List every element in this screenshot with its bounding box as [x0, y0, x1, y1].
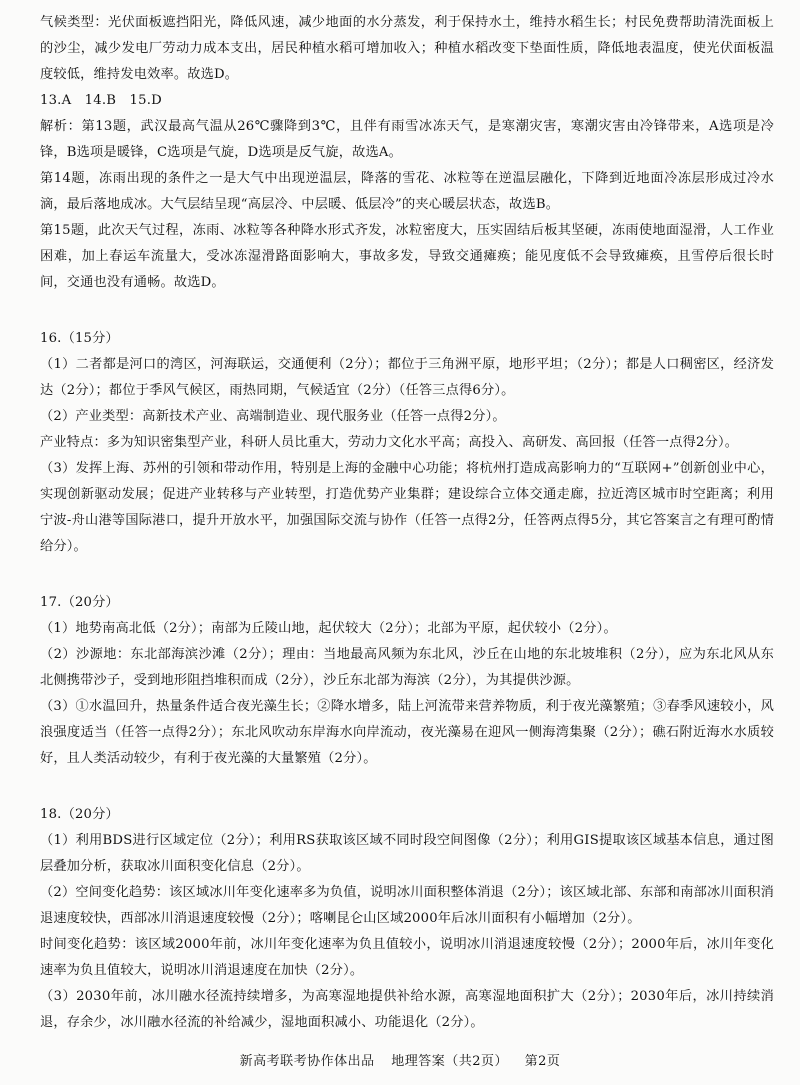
analysis-13: 解析：第13题，武汉最高气温从26℃骤降到3℃，且伴有雨雪冰冻天气，是寒潮灾害，寒潮灾害由冷锋带来，A选项是冷锋，B选项是暖锋，C选项是气旋，D选项是反气旋，故选A。 [40, 119, 774, 160]
q16-part3: （3）发挥上海、苏州的引领和带动作用，特别是上海的金融中心功能；将杭州打造成高影响力的“互联网+”创新创业中心，实现创新驱动发展；促进产业转移与产业转型，打造优势产业集群；建设综合立体交通走廊，拉近湾区城市时空距离；利用宁波-舟山港等国际港口，提升开放水平，加强国际交流与协作（任答一点得2分，任答两点得5分，其它答案言之有理可酌情给分）。 [40, 461, 774, 554]
q18-part2-time: 时间变化趋势：该区域2000年前，冰川年变化速率为负且值较小，说明冰川消退速度较慢（2分）；2000年后，冰川年变化速率为负且值较大，说明冰川消退速度在加快（2分）。 [40, 937, 774, 978]
q16-part1: （1）二者都是河口的湾区，河海联运，交通便利（2分）；都位于三角洲平原，地形平坦；（2分）；都是人口稠密区，经济发达（2分）；都位于季风气候区，雨热同期，气候适宜（2分）（任答三点得6分）。 [40, 357, 774, 398]
q16-part2-features: 产业特点：多为知识密集型产业，科研人员比重大，劳动力文化水平高；高投入、高研发、高回报（任答一点得2分）。 [40, 435, 739, 450]
q17-part1: （1）地势南高北低（2分）；南部为丘陵山地，起伏较大（2分）；北部为平原，起伏较小（2分）。 [40, 621, 617, 636]
q18-title: 18.（20分） [40, 807, 119, 822]
answers-13-15: 13.A 14.B 15.D [40, 93, 162, 108]
q16-title: 16.（15分） [40, 331, 119, 346]
q18-part3: （3）2030年前，冰川融水径流持续增多，为高寒湿地提供补给水源，高寒湿地面积扩大（2分）；2030年后，冰川持续消退，存余少，冰川融水径流的补给减少，湿地面积减小、功能退化（2分）。 [40, 989, 774, 1030]
q18-part2: （2）空间变化趋势：该区域冰川年变化速率多为负值，说明冰川面积整体消退（2分）；该区域北部、东部和南部冰川面积消退速度较快，西部冰川消退速度较慢（2分）；喀喇昆仑山区域2000年后冰川面积有小幅增加（2分）。 [40, 885, 774, 926]
footer-publisher: 新高考联考协作体出品 [239, 1054, 375, 1069]
q18-part1: （1）利用BDS进行区域定位（2分）；利用RS获取该区域不同时段空间图像（2分）；利用GIS提取该区域基本信息，通过图层叠加分析，获取冰川面积变化信息（2分）。 [40, 833, 774, 874]
analysis-14: 第14题，冻雨出现的条件之一是大气中出现逆温层，降落的雪花、冰粒等在逆温层融化，下降到近地面冷冻层形成过冷水滴，最后落地成冰。大气层结呈现“高层冷、中层暖、低层冷”的夹心暖层状态，故选B。 [40, 171, 774, 212]
q17-part3: （3）①水温回升，热量条件适合夜光藻生长；②降水增多，陆上河流带来营养物质，利于夜光藻繁殖；③春季风速较小，风浪强度适当（任答一点得2分）；东北风吹动东岸海水向岸流动，夜光藻易在迎风一侧海湾集聚（2分）；礁石附近海水水质较好，且人类活动较少，有利于夜光藻的大量繁殖（2分）。 [40, 699, 774, 766]
q17-title: 17.（20分） [40, 595, 119, 610]
analysis-15: 第15题，此次天气过程，冻雨、冰粒等各种降水形式齐发，冰粒密度大，压实固结后板其坚硬，冻雨使地面湿滑，人工作业困难，加上春运车流量大，受冰冻湿滑路面影响大，事故多发，导致交通瘫痪；能见度低不会导致瘫痪，且雪停后很长时间，交通也没有通畅。故选D。 [40, 223, 774, 290]
page-footer [0, 1050, 800, 1069]
q12-explanation: 气候类型：光伏面板遮挡阳光，降低风速，减少地面的水分蒸发，利于保持水土，维持水稻生长；村民免费帮助清洗面板上的沙尘，减少发电厂劳动力成本支出，居民种植水稻可增加收入；种植水稻改变下垫面性质，降低地表温度，使光伏面板温度较低，维持发电效率。故选D。 [40, 15, 774, 82]
footer-page-number: 第2页 [524, 1054, 561, 1069]
footer-doc: 地理答案（共2页） [391, 1054, 508, 1069]
q16-part2: （2）产业类型：高新技术产业、高端制造业、现代服务业（任答一点得2分）。 [40, 409, 506, 424]
q17-part2: （2）沙源地：东北部海滨沙滩（2分）；理由：当地最高风频为东北风，沙丘在山地的东北坡堆积（2分），应为东北风从东北侧携带沙子，受到地形阻挡堆积而成（2分），沙丘东北部为海滨（2分），为其提供沙源。 [40, 647, 774, 688]
